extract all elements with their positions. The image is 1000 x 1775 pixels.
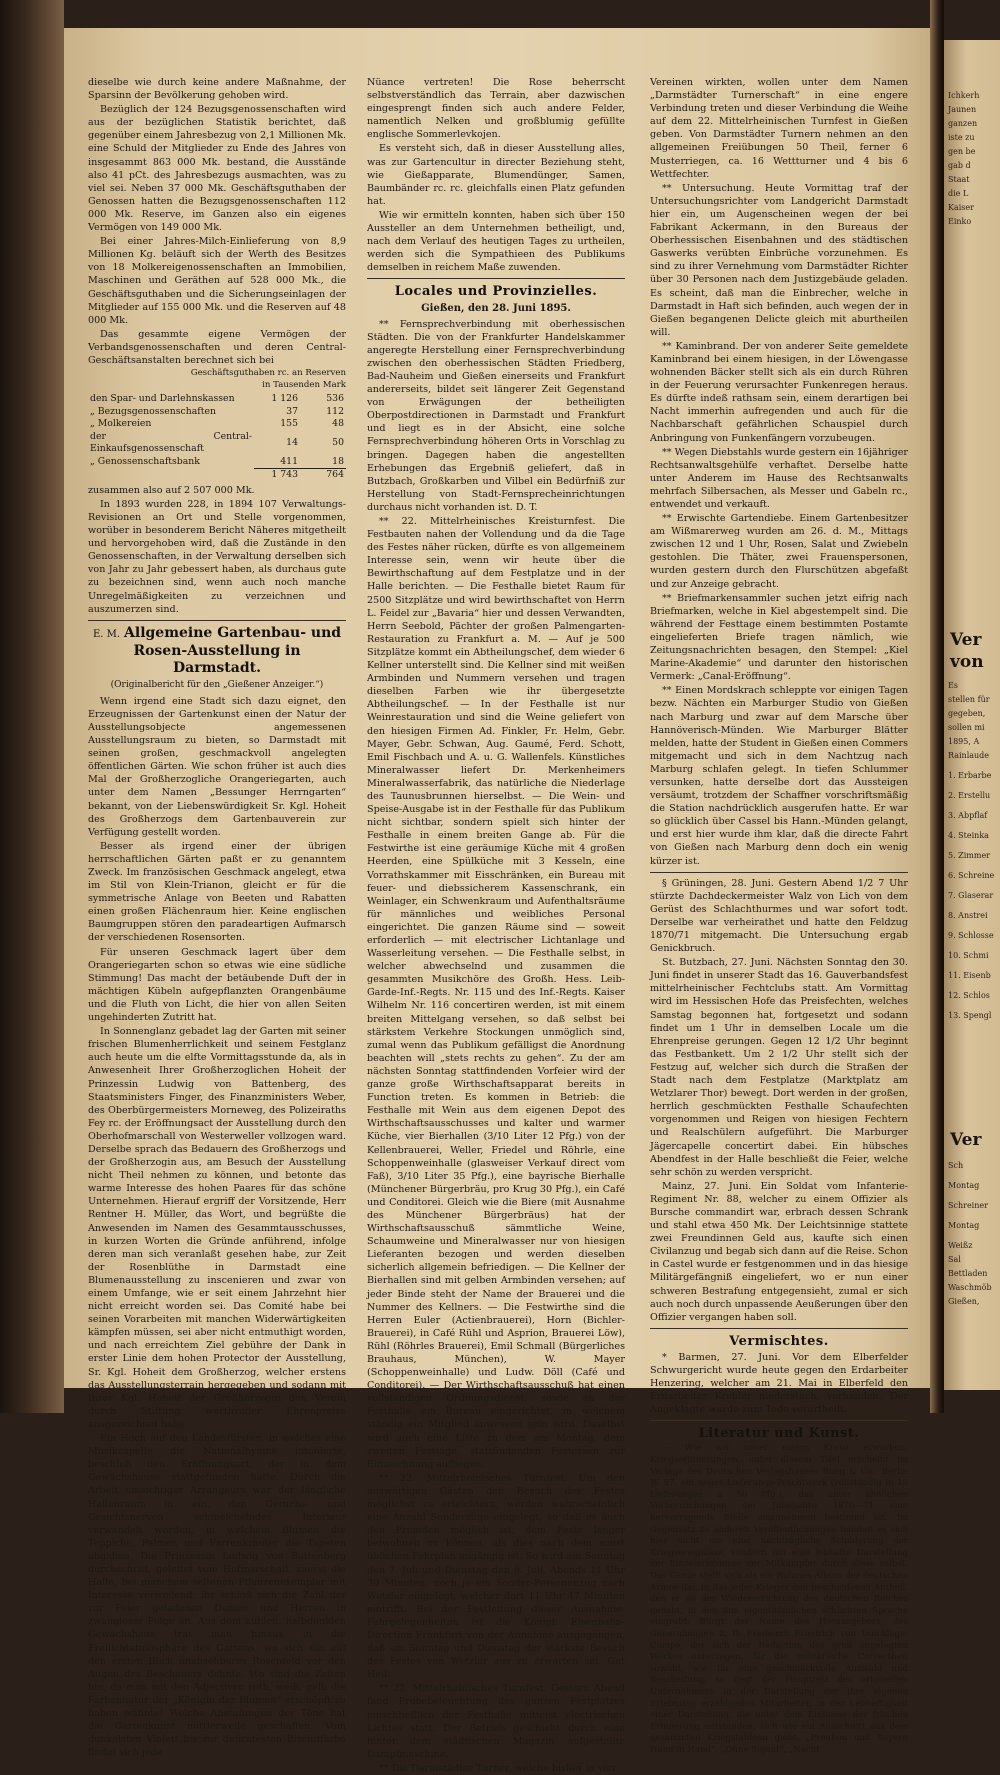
table-cell-value: 48: [332, 418, 344, 430]
book-spine: [0, 0, 64, 1413]
paragraph: Ein Hoch auf den Landesfürsten, in welches eine Musikcapelle die Nationalhymne intonierte, beschloß den Eröffnungsact, der in dem Gewächshause stattgefunden hatte. Durch die Arbeit umsichtiger Arrangeurs war der längliche Hallenraum in ein, den Geruchs- und Gesichtsnerven schmeichelndes Interieur verwandelt worden, in welchem Blumen die Teppiche, Palmen und Farrenkräuter die Tapeten abgaben. Die Prinzessin Ludwig von Battenberg durchschritt, geleitet vom Hofmarschall, zuerst die Halle, bei manchem seltenen Pflanzenexemplar mit Interesse verweilend; ihr schloß sich die Zahl der zur Feier geladenen Damen und Herren in zwangloser Folge an. Aus dem kühlen, halbdunklen Gewächshaus trat man hinaus in die Freilichtatmosphäre des Gartens, wo sich ein auf den ersten Blick unabsehbares Rosenfeld vor den Augen des Beschauers dehnte. Wo sind die Zeiten hin, da man mit den Adjectiven roth, weiß, gelb die Farbennatur der „Königin der Blumen“ erschöpft zu haben wähnte! Welche Abstufungen der Töne hat die Gartenkunst mittlerweile geschaffen. Vom dunkelsten Violett bis zur delicatesten Biscuitfarbe findet sich jede: [88, 1433, 346, 1759]
adjacent-heading: von: [950, 652, 984, 672]
paragraph: ** Untersuchung. Heute Vormittag traf der Untersuchungsrichter vom Landgericht Darmstadt hier ein, um Augenscheinen wegen der bei Fabrikant Ackermann, in den Bureaus der Oberhessischen Eisenbahnen und des städtischen Gaswerks verübten Einbrüche vorzunehmen. Es sind zu ihrer Vernehmung vom Darmstädter Richter über 30 Personen nach dem Justizgebäude geladen. Es scheint, daß man die Einbrecher, welche in Darmstadt in Haft sich befinden, auch wegen der in Gießen begangenen Delicte gleich mit aburtheilen will.: [650, 182, 908, 338]
paragraph: Das gesammte eigene Vermögen der Verbandsgenossenschaften und deren Central-Geschäftsanstalten berechnet sich bei: [88, 328, 346, 366]
paragraph: Wie wir ermitteln konnten, haben sich über 150 Aussteller an dem Unternehmen betheiligt, und, nach dem Verlauf des heutigen Tages zu urtheilen, werden sich die Sympathieen des Publikums demselben in reichem Maße zuwenden.: [367, 209, 625, 274]
table-row: [88, 418, 346, 431]
table-cell-value: 536: [326, 393, 344, 405]
adjacent-line: Schreiner: [948, 1201, 988, 1210]
adjacent-line: Jaunen: [948, 105, 977, 114]
adjacent-line: Gießen,: [948, 1297, 980, 1306]
column-1: [88, 76, 346, 1759]
paragraph: ** Kaminbrand. Der von anderer Seite gemeldete Kaminbrand bei einem hiesigen, in der Löwengasse wohnenden Bäcker stellt sich als ein durch Rühren in der Feuerung verursachter Funkenregen heraus. Es dürfte indeß rathsam sein, einem derartigen bei Nacht immerhin aufregenden und auch für die Nachbarschaft gefährlichen Schauspiel durch Anbringung von Funkenfängern vorzubeugen.: [650, 340, 908, 444]
adjacent-line: 1895, A: [948, 737, 980, 746]
column-3: [650, 76, 908, 1755]
table-cell-value: 18: [332, 455, 344, 467]
article-heading: [88, 625, 346, 677]
paragraph: ** Die Darmstädter Turner, welche bisher in vier: [379, 1762, 617, 1774]
adjacent-line: iste zu: [948, 133, 975, 142]
divider: [367, 278, 625, 279]
paragraph: ** 22. Mittelrheinisches Turnfest. Gestern Abend fand Probebeleuchtung des ganzen Festplatzes einschließlich der Festhalle mittelst electrischen Lichtes statt. Der Betrieb geschieht durch eine hinter dem städtischen Magazin aufgestellte Dampfmaschine.: [367, 1683, 625, 1760]
dateline: Gießen, den 28. Juni 1895.: [421, 302, 571, 314]
adjacent-line: 4. Steinka: [948, 831, 989, 840]
adjacent-line: 6. Schreine: [948, 871, 995, 880]
table-cell-value: 37: [286, 405, 298, 417]
table-sum-row: [88, 469, 346, 482]
paragraph: Wenn irgend eine Stadt sich dazu eignet, den Erzeugnissen der Gartenkunst einen der Natur der Ausstellungsobjecte angemessenen Ausstellungsraum zu bieten, so Darmstadt mit seinen großen, geschmackvoll angelegten öffentlichen Gärten. Wie schon früher ist auch dies Mal der Großherzogliche Orangeriegarten, auch unter dem Namen „Bessunger Herrngarten“ bekannt, von der Liebenswürdigkeit Sr. Kgl. Hoheit des Großherzogs dem Gartenbauverein zur Verfügung gestellt worden.: [88, 695, 346, 838]
adjacent-line: 12. Schlos: [948, 991, 990, 1000]
table-cell-label: „ Molkereien: [90, 418, 152, 430]
adjacent-line: gab d: [948, 161, 971, 170]
adjacent-line: gen be: [948, 147, 976, 156]
adjacent-line: Weißz: [948, 1241, 973, 1250]
adjacent-line: Waschmöb: [948, 1283, 992, 1292]
adjacent-line: Montag: [948, 1181, 980, 1190]
paragraph: ** 22. Mittelrheinisches Kreisturnfest. Die Festbauten nahen der Vollendung und da die Tage des Festes näher rücken, dürfte es von allgemeinem Interesse sein, wenn wir heute über die Bewirthschaftung auf dem Festplatze und in der Halle berichten. — Die Festhalle bietet Raum für 2500 Sitzplätze und wird bewirthschaftet von Herrn L. Feidel zur „Bavaria“ hier und dessen Verwandten, Herrn Seebold, Pächter der großen Palmengarten-Restauration zu Frankfurt a. M. — Auf je 500 Sitzplätze kommt ein Abtheilungschef, dem wieder 6 Kellner unterstellt sind. Die Kellner sind mit weißen Armbinden und Nummern versehen und tragen dieselben Farben wie ihr übergesetzte Abtheilungschef. — In der Festhalle ist nur Weinrestauration und sind die Weine geliefert von den hiesigen Firmen Ad. Finkler, Fr. Helm, Gebr. Mayer, Gebr. Schwan, Aug. Gaumé, Ferd. Schott, Emil Fischbach und A. u. G. Wallenfels. Künstliches Mineralwasser liefert Dr. Merkenheimers Mineralwasserfabrik, das natürliche die Niederlage des Taunusbrunnen hierselbst. — Die Wein- und Speise-Ausgabe ist in der Festhalle für das Publikum nicht sichtbar, sondern spielt sich hinter der Festhalle in einem breiten Gange ab. Für die Festwirthe ist eine geräumige Küche mit 4 großen Heerden, eine Spülküche mit 3 Kesseln, eine Vorrathskammer mit Eisschränken, ein Bureau mit feuer- und diebssicherem Kassenschrank, ein Weinlager, ein Schwenkraum und Aufenthaltsräume für männliches und weibliches Personal eingerichtet. Die ganzen Räume sind — soweit erforderlich — mit electrischer Lichtanlage und Wasserleitung versehen. — Die Festhalle selbst, in welcher abwechselnd und zusammen die gesammten Musikchöre des Großh. Hess. Leib-Garde-Inf.-Regts. Nr. 115 und des Inf.-Regts. Kaiser Wilhelm Nr. 116 concertiren werden, ist mit einem breiten Mittelgang versehen, so daß selbst bei stärkstem Verkehre Stockungen unmöglich sind, zumal wenn das Publikum gefälligst die Anordnung beachten will „stets rechts zu gehen“. Zu der am nächsten Sonntag stattfindenden Vorfeier wird der ganze große Wirthschaftsapparat bereits in Function treten. Es kommen in Betrieb: die Festhalle mit Wein aus dem eigenen Depot des Wirthschaftsausschusses und kalter und warmer Küche, vier Bierhallen (3/10 Liter 12 Pfg.) von der Kellenbrauerei, Weller, Friedel und Röhrle, eine Schoppenweinhalle (glasweiser Verkauf direct vom Faß), 3/10 Liter 35 Pfg.), eine bayrische Bierhalle (Münchener Bürgerbräu, pro Krug 30 Pfg.), ein Café und Conditorei. Gleich wie die Biere (mit Ausnahme des Münchener Bürgerbräus) hat der Wirthschaftsausschuß sämmtliche Weine, Schaumweine und Mineralwasser nur von hiesigen Lieferanten bezogen und werden dieselben sicherlich allgemein befriedigen. — Die Kellner der Bierhallen sind mit gelben Armbinden versehen; auf jeder Binde steht der Name der Brauerei und die Nummer des Kellners. — Die Festwirthe sind die Herren Euler (Actienbrauerei), Horn (Bichler-Brauerei), in Café Rühl und Asprion, Brauerei Löw), Rühl (Röhrles Brauerei), Emil Schmall (Bürgerliches Brauhaus, München), W. Mayer (Schoppenweinhalle) und Ludw. Döll (Café und Conditorei). — Der Wirthschaftsausschuß hat einen vollständigen Ordnungsdienst, sowie an der Festhalle ein Bureau eingerichtet, in welchem ständig ein Mitglied anwesend sein wird. Daselbst wird auch eine Liste zu dem am Montag, dem zweiten Festtage, stattfindenden Festessen zur Einzeichnung aufliegen.: [367, 516, 625, 1470]
paragraph: Bezüglich der 124 Bezugsgenossenschaften wird aus der bezüglichen Statistik berichtet, daß gegenüber einem Jahresbezug von 2,1 Millionen Mk. eine Schuld der Mitglieder zu Ende des Jahres von insgesammt 863 000 Mk. bestand, die Ausstände also 41 pCt. des Jahresbezugs ausmachten, was zu viel sei. Neben 37 000 Mk. Geschäftsguthaben der Genossen hatten die Bezugsgenossenschaften 112 000 Mk. Reserve, im Ganzen also ein eigenes Vermögen von 149 000 Mk.: [88, 104, 346, 234]
table-cell-value: 50: [332, 437, 344, 448]
adjacent-line: die L: [948, 189, 969, 198]
adjacent-line: Es: [948, 681, 958, 690]
divider: [650, 872, 908, 873]
adjacent-line: 1. Erbarbe: [948, 771, 992, 780]
adjacent-line: 13. Spengl: [948, 1011, 992, 1020]
paragraph: St. Butzbach, 27. Juni. Nächsten Sonntag den 30. Juni findet in unserer Stadt das 16. Gauverbandsfest mittelrheinischer Fechtclubs statt. Am Vormittag wird im Hessischen Hofe das Preisfechten, welches Samstag begonnen hat, fortgesetzt und sodann findet um 1 Uhr in demselben Locale um die Ehrenpreise gerungen. Gegen 12 1/2 Uhr beginnt das Festbankett. Um 2 1/2 Uhr stellt sich der Festzug auf, welcher sich durch die Straßen der Stadt nach dem Festplatze (Marktplatz am Wetzlarer Thor) bewegt. Dort werden in der großen, herrlich geschmückten Festhalle Schaufechten vorgenommen und Reigen von hiesigen Fechtern und Realschülern aufgeführt. Die Marburger Jägercapelle concertirt dabei. Ein hübsches Abendfest in der Halle beschließt die Feier, welche sehr schön zu werden verspricht.: [650, 957, 908, 1178]
adjacent-line: ganzen: [948, 119, 978, 128]
adjacent-line: Einko: [948, 217, 972, 226]
paragraph: Nüance vertreten! Die Rose beherrscht selbstverständlich das Terrain, aber dazwischen eingesprengt finden sich auch andere Felder, namentlich Nelken und großblumig gefüllte englische Sommerlevkojen.: [367, 77, 625, 141]
paragraph: Vereinen wirkten, wollen unter dem Namen „Darmstädter Turnerschaft“ in eine engere Verbindung treten und dieser Verbindung die Weihe auf dem 22. Mittelrheinischen Turnfest in Gießen geben. Von Darmstädter Turnern nehmen an den allgemeinen Freiübungen 50 Theil, ferner 6 Musterriegen, ca. 16 Wettturner und 4 bis 6 Wettfechter.: [650, 77, 908, 180]
adjacent-line: Bettladen: [948, 1269, 988, 1278]
divider: [650, 1328, 908, 1329]
table-row: [88, 456, 346, 469]
section-heading: Locales und Provinzielles.: [394, 284, 598, 300]
article-prefix: E. M.: [92, 628, 121, 640]
table-cell-value: 411: [280, 455, 298, 467]
paragraph: zusammen also auf 2 507 000 Mk.: [88, 484, 255, 496]
table-cell-label: „ Genossenschaftsbank: [90, 456, 200, 467]
adjacent-line: 7. Glaserar: [948, 891, 994, 900]
paragraph: dieselbe wie durch keine andere Maßnahme, der Sparsinn der Bevölkerung gehoben wird.: [88, 77, 346, 102]
adjacent-line: 2. Erstellu: [948, 791, 991, 800]
divider: [88, 620, 346, 621]
table-row: [88, 431, 346, 456]
paragraph: Mainz, 27. Juni. Ein Soldat vom Infanterie-Regiment Nr. 88, welcher zu einem Offizier als Bursche commandirt war, erbrach dessen Schrank und stahl etwa 450 Mk. Der Leichtsinnige stattete zwei Freundinnen Geld aus, kaufte sich einen Civilanzug und begab sich dann auf die Reise. Schon in Castel wurde er festgenommen und in das hiesige Militärgefängniß eingeliefert, wo er nun einer schweren Bestrafung entgegensieht, zumal er sich auch noch durch unpassende Aeußerungen über den Offizier vergangen haben soll.: [650, 1180, 908, 1323]
paragraph: Bei einer Jahres-Milch-Einlieferung von 8,9 Millionen Kg. beläuft sich der Werth des Besitzes von 18 Molkereigenossenschaften an Immobilien, Maschinen und Geräthen auf 528 000 Mk., die Geschäftsguthaben und die Sicherungseinlagen der Mitglieder auf 155 000 Mk. und die Reserven auf 48 000 Mk.: [88, 236, 346, 326]
paragraph: ** Einen Mordskrach schleppte vor einigen Tagen bezw. Nächten ein Marburger Studio von Gießen nach Marburg und zwar auf dem Marsche über Hannöverisch-Münden. Wie Marburger Blätter melden, hatte der Student in Gießen einen Commers mitgemacht und sich in dem Nachtzug nach Marburg schlafen gelegt. In tiefen Schlummer versunken, hatte derselbe dort das Aussteigen versäumt, trotzdem der Schaffner vorschriftsmäßig die Station nachdrücklich ausgerufen hatte. Er war so glücklich über Cassel bis Hann.-Münden gelangt, und erst hier wurde ihm klar, daß die directe Fahrt von Gießen nach Marburg denn doch ein wenig kürzer ist.: [650, 685, 908, 867]
section-heading: Vermischtes.: [729, 1333, 829, 1349]
paragraph: ** Briefmarkensammler suchen jetzt eifrig nach Briefmarken, welche in Kiel abgestempelt sind. Die während der Festtage einem bestimmten Postamte eingelieferten Briefe tragen nämlich, wie Zeitungsnachrichten besagen, den Stempel: „Kiel Marine-Akademie“ und darunter den historischen Vermerk: „Canal-Eröffnung“.: [650, 592, 908, 683]
adjacent-line: Sch: [948, 1161, 964, 1170]
article-title: Allgemeine Gartenbau- und Rosen-Ausstellung in Darmstadt.: [124, 624, 342, 676]
table-cell-value: 112: [326, 405, 344, 417]
column-2: [367, 76, 625, 1774]
paragraph: ** Wegen Diebstahls wurde gestern ein 16jähriger Rechtsanwaltsgehülfe verhaftet. Derselbe hatte unter Anderem im Hause des Rechtsanwalts mehrfach Silbersachen, als Messer und Gabeln rc., entwendet und verkauft.: [650, 446, 908, 510]
adjacent-heading: Ver: [950, 630, 982, 650]
article-subtitle: (Originalbericht für den „Gießener Anzeiger.“): [110, 679, 324, 690]
adjacent-line: Staat: [948, 175, 970, 184]
divider: [650, 1420, 908, 1421]
paragraph: Für unseren Geschmack lagert über dem Orangeriegarten schon so etwas wie eine südliche Stimmung! Das macht der betäubende Duft der in mächtigen Kübeln aufgepflanzten Orangenbäume und die Fluth von Licht, die hier von allen Seiten ungehinderten Zutritt hat.: [88, 946, 346, 1024]
table-sum-value: 1 743: [254, 469, 300, 482]
table-cell-value: 155: [280, 418, 298, 430]
adjacent-line: 8. Anstrei: [948, 911, 988, 920]
finance-table: [88, 393, 346, 482]
table-cell-label: „ Bezugsgenossenschaften: [90, 405, 216, 417]
section-heading: Literatur und Kunst.: [698, 1426, 860, 1442]
paragraph: ** 22. Mittelrheinisches Turnfest. Um den auswärtigen Gästen den Besuch des Festes möglichst zu erleichtern, werden wahrscheinlich eine Anzahl Sonderzüge eingelegt, so daß es auch den Fremden möglich ist, dem Feste länger beiwohnen zu können, als dies nach dem sonst üblichen Fahrplan angängig ist. So wird am Sonntag den 7. Juli und Dienstag den 9. Juli, Abends 11 Uhr 30 Minuten, noch je ein Sonder-Personenzug nach Wetzlar eingelegt, welcher dort 11 Uhr 47 Minuten eintrifft. Bei der Festleitung dieser Ausnahme-Fahrgelegenheiten ist die Königl. Eisenbahn-Direction Frankfurt von der Annahme ausgegangen, daß am Sonntag und Dienstag der stärkste Besuch des Festes von Wetzlar aus zu erwarten sei. Gut Heil!: [367, 1472, 625, 1681]
table-sum-value: 764: [300, 469, 346, 482]
newspaper-page: [64, 28, 934, 1774]
adjacent-line: 11. Eisenb: [948, 971, 991, 980]
adjacent-line: Sal: [948, 1255, 961, 1264]
table-cell-label: der Central-Einkaufsgenossenschaft: [90, 430, 252, 455]
paragraph: § Grüningen, 28. Juni. Gestern Abend 1/2 7 Uhr stürzte Dachdeckermeister Walz von Lich von dem Gerüst des Schlachthurmes und war sofort todt. Derselbe war verheirathet und hatte den Feldzug 1870/71 mitgemacht. Die Untersuchung ergab Genickbruch.: [650, 877, 908, 955]
paragraph: In 1893 wurden 228, in 1894 107 Verwaltungs-Revisionen an Ort und Stelle vorgenommen, worüber in besonderem Bericht Näheres mitgetheilt und hervorgehoben wird, daß die Zustände in den Genossenschaften, in der Verwaltung derselben sich von Jahr zu Jahr gebessert haben, als durchaus gute zu bezeichnen sind, wenn auch noch manche Unregelmäßigkeiten zu verzeichnen und auszumerzen sind.: [88, 498, 346, 615]
table-row: [88, 393, 346, 406]
table-cell-value: 14: [286, 437, 298, 448]
table-cell-label: den Spar- und Darlehnskassen: [90, 393, 235, 405]
adjacent-line: 9. Schlosse: [948, 931, 994, 940]
adjacent-page-edge: [944, 40, 1000, 1390]
table-row: [88, 406, 346, 419]
paragraph: ** Fernsprechverbindung mit oberhessischen Städten. Die von der Frankfurter Handelskammer angeregte Herstellung einer Fernsprechverbindung zwischen den oberhessischen Städten Friedberg, Bad-Nauheim und Gießen einerseits und Frankfurt andererseits, bildet seit längerer Zeit Gegenstand von Erwägungen der betheiligten Oberpostdirectionen in Darmstadt und Frankfurt und liegt es in der Absicht, eine solche Fernsprechverbindung höheren Orts in Vorschlag zu bringen. Dagegen haben die angestellten Erhebungen das Ergebniß geliefert, daß in Butzbach, Großkarben und Vilbel ein Bedürfniß zur Herstellung von Stadt-Fernsprecheinrichtungen durchaus nicht vorhanden ist. D. T.: [367, 318, 625, 513]
adjacent-line: stellen für: [948, 695, 990, 704]
paragraph: Besser als irgend einer der übrigen herrschaftlichen Gärten paßt er zu genanntem Zweck. Im französischen Geschmack angelegt, etwa im Stil von Klein-Trianon, gleicht er für die symmetrische Anlage von Beeten und Rabatten einen großen Flächenraum hier. Keine englischen Baumgruppen stören den paradeartigen Aufmarsch der verschiedenen Rosensorten.: [88, 840, 346, 944]
adjacent-line: 10. Schmi: [948, 951, 989, 960]
adjacent-line: gegeben,: [948, 709, 986, 718]
adjacent-heading: Ver: [950, 1130, 982, 1150]
adjacent-line: Montag: [948, 1221, 980, 1230]
paragraph: In Sonnenglanz gebadet lag der Garten mit seiner frischen Blumenherrlichkeit und seinem Festglanz auch heute um die elfte Vormittagsstunde da, als in Anwesenheit Ihrer Großherzoglichen Hoheit der Prinzessin Ludwig von Battenberg, des Staatsministers Finger, des Finanzministers Weber, des Oberbürgermeisters Morneweg, des Polizeiraths Fey rc. der Eröffnungsact der Ausstellung durch den Oberhofmarschall von Westerweller vollzogen ward. Derselbe sprach das Bedauern des Großherzogs und der Großherzogin aus, am Besuch der Ausstellung nicht Theil nehmen zu können, und betonte das warme Interesse des hohen Paares für das schöne Unternehmen. Hierauf ergriff der Vorsitzende, Herr Rentner H. Müller, das Wort, und begrüßte die Anwesenden im Namen des Gesammtausschusses, in kurzen Worten die Gründe anführend, infolge deren man sich veranlaßt gesehen habe, zur Zeit der Rosenblüthe in Darmstadt eine Blumenausstellung zu inscenieren und zwar von einem Umfange, wie er seit einem Jahrzehnt hier nicht erreicht worden sei. Das Comité habe bei seinen Vorarbeiten mit manchen Widerwärtigkeiten kämpfen müssen, sei aber nicht entmuthigt worden, und nach erreichtem Ziel gebühre der Dank in erster Linie dem hohen Protector der Ausstellung, Sr. Kgl. Hoheit dem Großherzog, welcher erstens das Ausstellungsterrain hergegeben und sodann mit Ihrer Kgl. Hoheit der Großherzogin den Verein durch Stiftung werthvoller Ehrenpreise ausgezeichnet habe.: [88, 1026, 346, 1430]
adjacent-line: Kaiser: [948, 203, 974, 212]
adjacent-line: Ichkerh: [948, 91, 980, 100]
paragraph: — Wie wir unser eisern Kreuz erwarben, Kriegserinnerungen, unter diesem Titel erscheint im Verlage des Deutschen Verlagshauses Bong & Co., Berlin W. 57, ein neues Lieferungs-Prachtwerk (vollständig in 15 Lieferungen à 50 Pfg.), das unter ähnlichen Verherrlichungen der Jubeljahre 1870—71 eine hervorragende Stelle einzunehmen bestimmt ist. Im Gegensatz zu anderen Veröffentlichungen handelt es sich hier nicht um eine nachträgliche Schilderung der Kriegsereignisse, sondern um eine lebhafte Darstellung der Einzelerlebnisse der Mitkämpfer durch diese selbst. Das Ganze stellt sich als ein Ruhmes-Album der deutschen Armee dar, in das jeder Krieger den bescheidenen Antheil, den er an der Wiedererrichtung des deutschen Reiches gehabt, in den ihm eigenthümlichen schlichten Sprache eingrabt. Bürgt der Name des Herausgebers, des Generalmajors z. D. Freiherrn Friedrich von Dincklage-Campe, der sich der Redaction des groß angelegten Werkes unterzogen, für die militärische Correctheit sowohl, wie für eine geschmackvolle Auswahl und Bearbeitung, so liegt der Hauptreiz des originellen Unternehmens in der Darstellung der ihre eigenen Erlebnisse erzählenden Mitarbeiter, in der Lebhaftigkeit einer Darstellung, die unter dem Einflusse der frischen Erinnerung entstanden, sich wie ein Ausschnitt aus dem gesammten Kriegstableau giebt. „Preußen und Bayern Hand in Hand“, „Ohne Signal“, „Nacht: [650, 1443, 908, 1755]
table-header-unit: in Tausenden Mark: [262, 379, 346, 390]
table-cell-value: 1 126: [271, 393, 298, 405]
adjacent-line: 3. Abpflaf: [948, 811, 988, 820]
table-header: Geschäftsguthaben rc. an Reserven: [190, 368, 346, 379]
adjacent-line: sollen mi: [948, 723, 985, 732]
paragraph: * Barmen, 27. Juni. Vor dem Elberfelder Schwurgericht wurde heute gegen den Erdarbeiter Henzering, welcher am 21. Mai in Elberfeld den Erdarbeiter Krebler niederstach, verhandelt. Der Angeklagte wurde zum Tode verurtheilt.: [650, 1351, 908, 1416]
page-gutter: [930, 0, 944, 1413]
adjacent-line: Rainlaude: [948, 751, 990, 760]
adjacent-line: 5. Zimmer: [948, 851, 991, 860]
paragraph: Es versteht sich, daß in dieser Ausstellung alles, was zur Gartencultur in directer Beziehung steht, wie Gießapparate, Blumendünger, Samen, Baumbänder rc. rc. gleichfalls einen Platz gefunden hat.: [367, 143, 625, 207]
paragraph: ** Erwischte Gartendiebe. Einem Gartenbesitzer am Wißmarerweg wurden am 26. d. M., Mittags zwischen 12 und 1 Uhr, Rosen, Salat und Zwiebeln gestohlen. Die Thäter, zwei Frauenspersonen, wurden gestern durch den Flurschützen abgefaßt und zur Anzeige gebracht.: [650, 513, 908, 590]
